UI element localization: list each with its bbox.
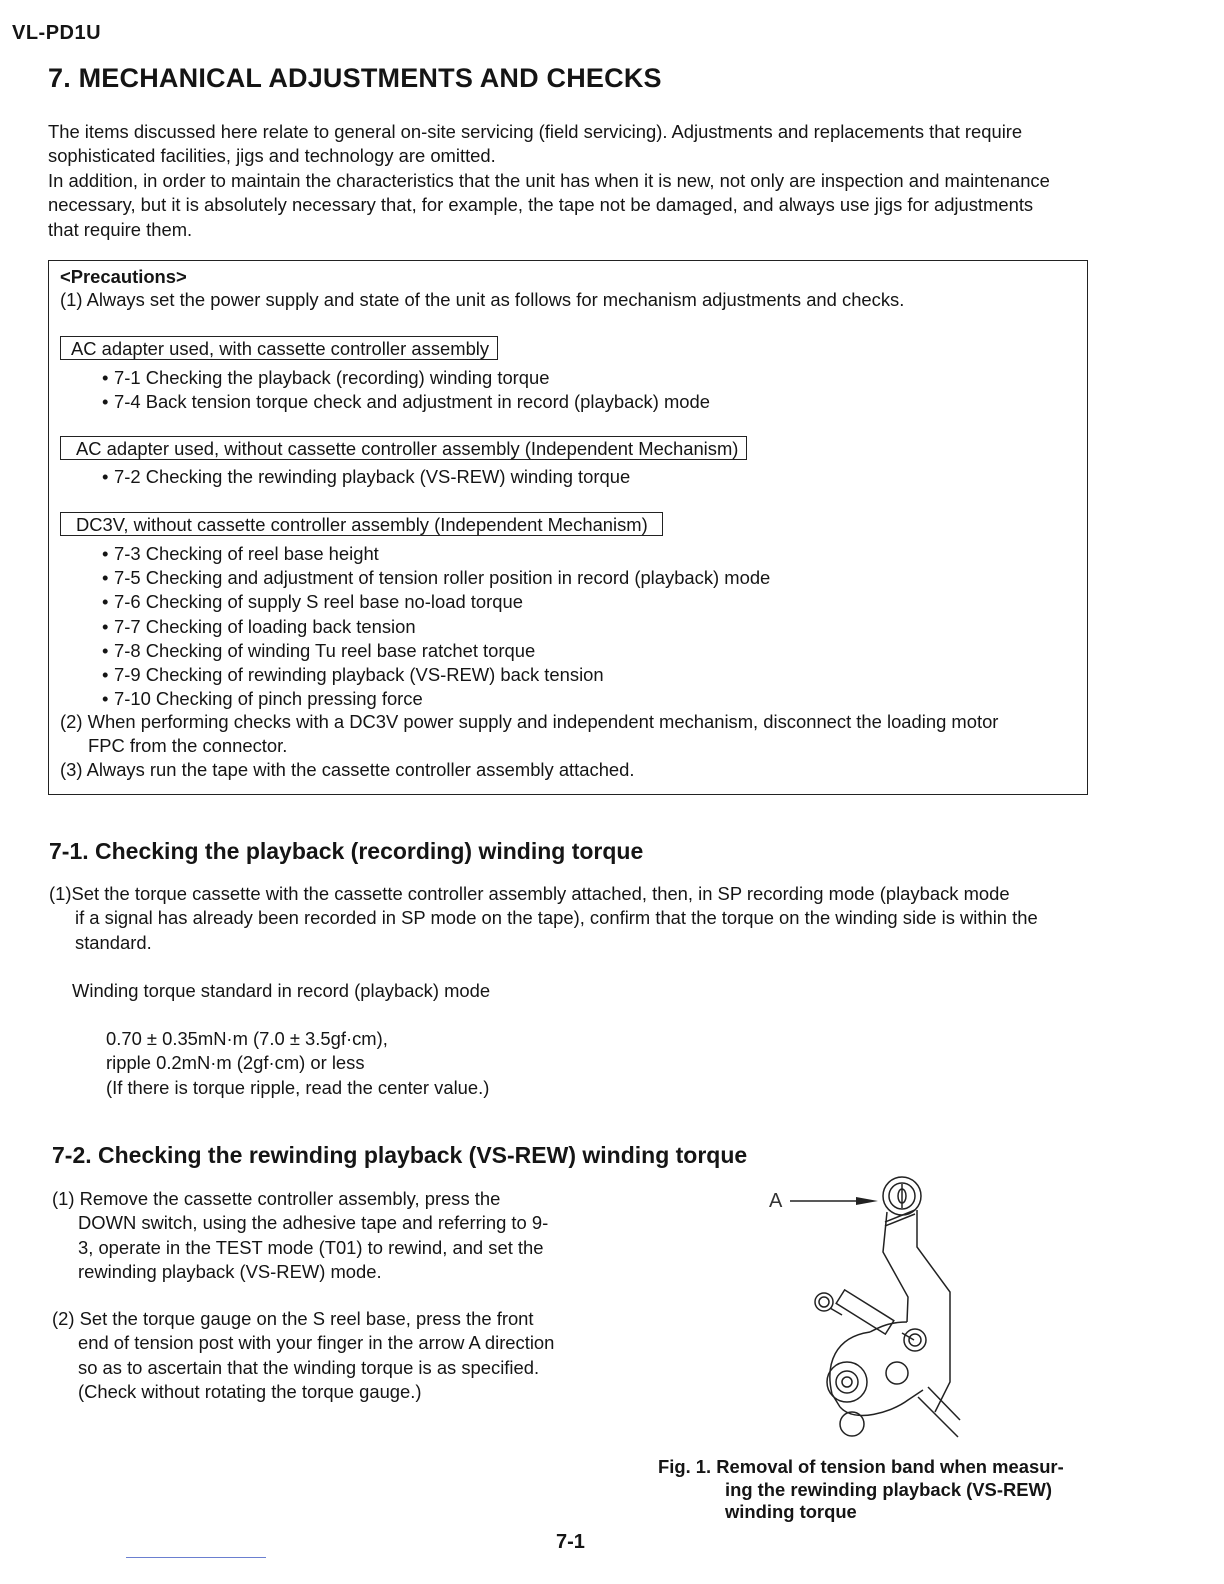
bullet-icon: • (102, 466, 109, 487)
footer-rule (126, 1557, 266, 1558)
list-item: • 7-3 Checking of reel base height (102, 542, 770, 566)
step-line: (1) Remove the cassette controller assembly, press the (52, 1188, 501, 1209)
figure-1-mechanism-drawing (760, 1172, 990, 1447)
intro-line: necessary, but it is absolutely necessary that, for example, the tape not be damaged, and always use jigs for adjustments (48, 194, 1034, 216)
intro-line: The items discussed here relate to general on-site servicing (field servicing). Adjustments and replacements that require (48, 121, 1023, 142)
step-line: DOWN switch, using the adhesive tape and referring to 9- (78, 1212, 549, 1234)
bullet-icon: • (102, 639, 109, 661)
step-line: 3, operate in the TEST mode (T01) to rewind, and set the (78, 1236, 544, 1258)
precaution-item-1: (1) Always set the power supply and state of the unit as follows for mechanism adjustments and checks. (60, 289, 905, 310)
bullet-icon: • (102, 567, 109, 589)
caption-line: Removal of tension band when measur- (716, 1456, 1064, 1477)
paragraph-line: standard. (75, 931, 152, 953)
intro-line: In addition, in order to maintain the characteristics that the unit has when it is new, not only are inspection and maintenance (48, 169, 1050, 191)
precaution-item-2: (2) When performing checks with a DC3V power supply and independent mechanism, disconnect the loading motor (60, 711, 999, 732)
bullet-icon: • (102, 367, 109, 388)
section-heading-7-1: 7-1. Checking the playback (recording) winding torque (49, 838, 644, 864)
step-line: end of tension post with your finger in the arrow A direction (78, 1332, 555, 1354)
mode-box-ac-with-controller: AC adapter used, with cassette controller assembly (60, 336, 498, 360)
arrow-a-label: A (769, 1190, 783, 1212)
arrow-a-icon (790, 1197, 878, 1205)
list-item: • 7-8 Checking of winding Tu reel base ratchet torque (102, 639, 770, 663)
figure-1-caption (658, 1456, 1064, 1524)
model-number: VL-PD1U (12, 22, 102, 44)
spec-line: ripple 0.2mN·m (2gf·cm) or less (106, 1052, 365, 1074)
step-line: (Check without rotating the torque gauge.) (78, 1381, 422, 1403)
list-item: • 7-2 Checking the rewinding playback (VS-REW) winding torque (102, 465, 630, 489)
caption-line: ing the rewinding playback (VS-REW) (725, 1478, 1052, 1500)
tension-arm-outline (830, 1177, 960, 1437)
intro-line: that require them. (48, 218, 193, 240)
section-7-1-paragraph (49, 882, 1038, 955)
spec-line: 0.70 ± 0.35mN·m (7.0 ± 3.5gf·cm), (106, 1028, 388, 1049)
bullet-icon: • (102, 664, 109, 686)
torque-spec (106, 1027, 489, 1100)
list-item: • 7-9 Checking of rewinding playback (VS-REW) back tension (102, 663, 770, 687)
list-item: • 7-1 Checking the playback (recording) winding torque (102, 366, 710, 390)
bullet-icon: • (102, 543, 109, 564)
list-item: • 7-6 Checking of supply S reel base no-load torque (102, 590, 770, 614)
step-line: so as to ascertain that the winding torque is as specified. (78, 1356, 540, 1378)
bullet-list-group-2 (102, 465, 630, 489)
precaution-item-2-cont: FPC from the connector. (88, 735, 288, 756)
tension-post-icon (815, 1290, 926, 1351)
step-line: (2) Set the torque gauge on the S reel base, press the front (52, 1308, 534, 1329)
precautions-title: <Precautions> (60, 266, 187, 287)
intro-paragraph (48, 120, 1098, 242)
bullet-icon: • (102, 688, 109, 710)
list-item: • 7-5 Checking and adjustment of tension roller position in record (playback) mode (102, 566, 770, 590)
intro-line: sophisticated facilities, jigs and technology are omitted. (48, 145, 496, 167)
mode-box-dc3v-independent: DC3V, without cassette controller assembly (Independent Mechanism) (60, 512, 663, 536)
list-item: • 7-4 Back tension torque check and adjustment in record (playback) mode (102, 390, 710, 414)
paragraph-line: (1)Set the torque cassette with the cassette controller assembly attached, then, in SP recording mode (playback mode (49, 883, 1010, 904)
list-item: • 7-10 Checking of pinch pressing force (102, 687, 770, 711)
bullet-icon: • (102, 391, 109, 413)
bullet-icon: • (102, 615, 109, 637)
caption-line: winding torque (725, 1501, 857, 1523)
precaution-item-3: (3) Always run the tape with the cassette controller assembly attached. (60, 759, 635, 780)
section-heading-7-2: 7-2. Checking the rewinding playback (VS-REW) winding torque (52, 1142, 748, 1168)
page-number: 7-1 (556, 1531, 585, 1553)
step-2 (52, 1307, 554, 1405)
page-title: 7. MECHANICAL ADJUSTMENTS AND CHECKS (48, 63, 662, 93)
standard-label: Winding torque standard in record (playback) mode (72, 980, 491, 1001)
step-line: rewinding playback (VS-REW) mode. (78, 1261, 382, 1283)
step-1 (52, 1187, 548, 1285)
bullet-icon: • (102, 591, 109, 613)
mode-box-ac-independent: AC adapter used, without cassette controller assembly (Independent Mechanism) (60, 436, 747, 460)
bullet-list-group-1 (102, 366, 710, 414)
bullet-list-group-3 (102, 542, 770, 711)
figure-number: Fig. 1. (658, 1456, 712, 1477)
reel-base-icon (827, 1362, 908, 1436)
paragraph-line: if a signal has already been recorded in SP mode on the tape), confirm that the torque on the winding side is within the (75, 907, 1038, 929)
spec-line: (If there is torque ripple, read the center value.) (106, 1076, 490, 1098)
list-item: • 7-7 Checking of loading back tension (102, 615, 770, 639)
